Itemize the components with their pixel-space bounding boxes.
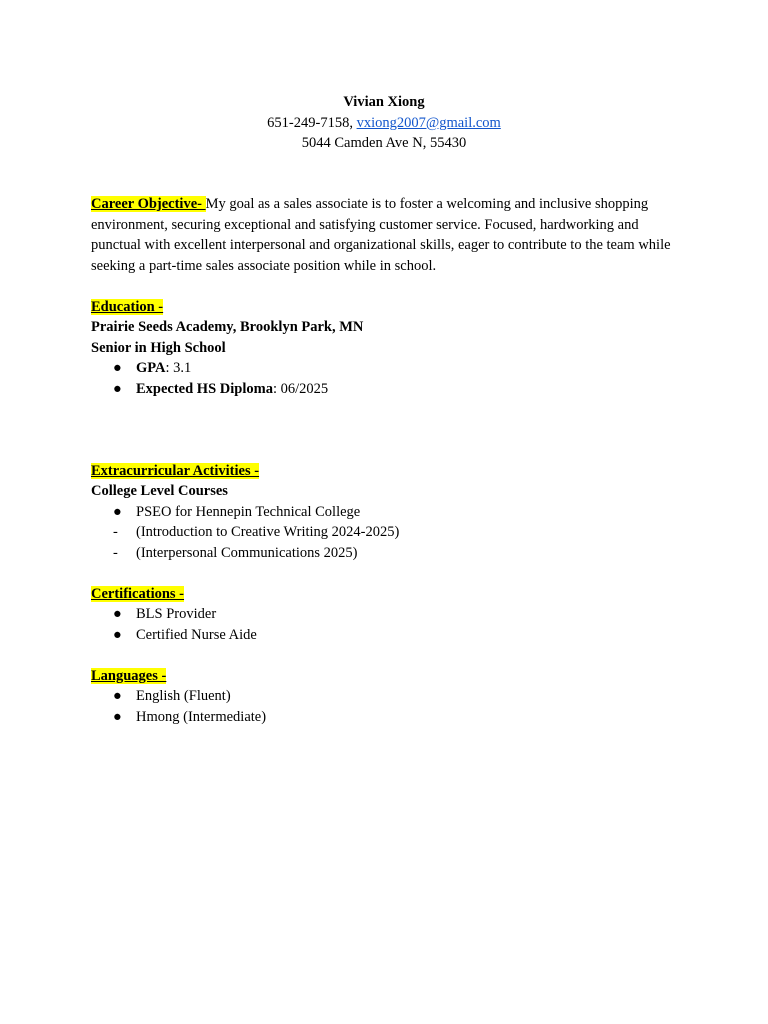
contact-line xyxy=(0,113,768,134)
list-item xyxy=(91,379,691,400)
extracurricular-heading-line xyxy=(91,461,691,482)
list-item-text: Hmong (Intermediate) xyxy=(136,708,267,725)
career-objective-heading: Career Objective- xyxy=(91,196,206,212)
extracurricular-heading: Extracurricular Activities - xyxy=(91,462,260,479)
bullet-icon: ● xyxy=(113,380,122,397)
certifications-list xyxy=(91,604,691,645)
email-link[interactable]: vxiong2007@gmail.com xyxy=(356,114,501,131)
education-heading-line xyxy=(91,297,691,318)
career-objective xyxy=(91,194,691,276)
gpa-label: GPA xyxy=(136,360,166,376)
list-item-text: Certified Nurse Aide xyxy=(136,626,257,643)
list-item xyxy=(91,686,691,707)
diploma-label: Expected HS Diploma xyxy=(136,380,273,397)
list-item xyxy=(91,707,691,728)
phone-number: 651-249-7158, xyxy=(267,114,353,131)
dash-icon: - xyxy=(113,544,118,561)
school-name: Prairie Seeds Academy, Brooklyn Park, MN xyxy=(91,319,364,335)
list-item-text: PSEO for Hennepin Technical College xyxy=(136,503,361,520)
resume-body xyxy=(91,194,691,727)
bullet-icon: ● xyxy=(113,503,122,520)
gpa-value: : 3.1 xyxy=(165,360,192,376)
bullet-icon: ● xyxy=(113,360,122,376)
list-item-text: BLS Provider xyxy=(136,606,217,622)
education-heading: Education - xyxy=(91,298,164,315)
languages-list xyxy=(91,686,691,727)
extracurricular-list xyxy=(91,502,691,564)
list-item xyxy=(91,358,691,379)
list-item xyxy=(91,502,691,523)
languages-heading: Languages - xyxy=(91,667,167,684)
dash-icon: - xyxy=(113,524,118,540)
list-item-text: English (Fluent) xyxy=(136,688,231,704)
applicant-name: Vivian Xiong xyxy=(343,94,425,110)
list-item-text: (Introduction to Creative Writing 2024-2025) xyxy=(136,524,400,540)
languages-heading-line xyxy=(91,666,691,687)
education-list xyxy=(91,358,691,399)
diploma-value: : 06/2025 xyxy=(272,380,329,397)
list-item-text: (Interpersonal Communications 2025) xyxy=(136,544,358,561)
list-item xyxy=(91,543,691,564)
school-level: Senior in High School xyxy=(91,339,226,356)
contact-header xyxy=(0,92,768,154)
list-item xyxy=(91,522,691,543)
extracurricular-subheading: College Level Courses xyxy=(91,483,228,499)
certifications-heading: Certifications - xyxy=(91,585,185,602)
bullet-icon: ● xyxy=(113,606,122,622)
bullet-icon: ● xyxy=(113,708,122,725)
home-address: 5044 Camden Ave N, 55430 xyxy=(301,135,467,151)
list-item xyxy=(91,604,691,625)
bullet-icon: ● xyxy=(113,626,122,643)
career-objective-text: My goal as a sales associate is to foster a welcoming and inclusive shopping environment, securing exceptional and satisfying customer service. Focused, hardworking and punctual with excellent interpersonal and organizational skills, eager to contribute to the team while seeking a part-time sales associate position while in school. xyxy=(91,196,671,274)
bullet-icon: ● xyxy=(113,688,122,704)
certifications-heading-line xyxy=(91,584,691,605)
list-item xyxy=(91,625,691,646)
